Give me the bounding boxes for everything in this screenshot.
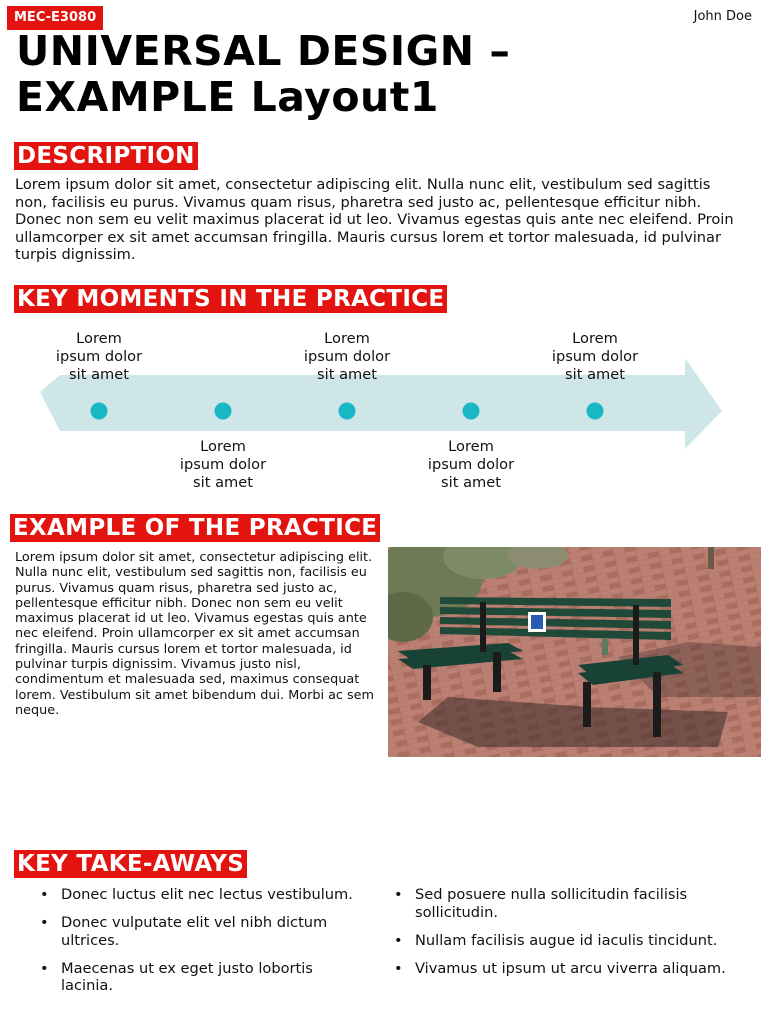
- takeaway-text: Donec luctus elit nec lectus vestibulum.: [61, 886, 353, 903]
- timeline-label-line: sit amet: [317, 365, 377, 383]
- timeline-label-5: [535, 330, 655, 383]
- bullet-icon: •: [40, 914, 49, 932]
- takeaways-list-left: [14, 886, 354, 1005]
- timeline-label-line: Lorem: [572, 330, 618, 347]
- takeaway-item: [14, 886, 354, 904]
- page-title: [16, 28, 616, 120]
- takeaway-text: Maecenas ut ex eget justo lobortis lacinia.: [61, 959, 313, 995]
- timeline-dot-3: [339, 403, 356, 420]
- takeaway-item: [368, 960, 758, 978]
- timeline-label-line: ipsum dolor: [55, 347, 143, 365]
- timeline-label-3: [287, 330, 407, 383]
- timeline-label-1: [39, 330, 159, 383]
- course-code-badge: MEC-E3080: [7, 6, 103, 30]
- takeaway-text: Vivamus ut ipsum ut arcu viverra aliquam.: [415, 959, 726, 977]
- timeline-dot-4: [463, 403, 480, 420]
- bullet-icon: •: [40, 959, 49, 977]
- timeline-label-line: Lorem: [448, 438, 494, 455]
- takeaways-list-right: [368, 886, 758, 988]
- bench-photo: [388, 547, 761, 757]
- example-text: Lorem ipsum dolor sit amet, consectetur adipiscing elit. Nulla nunc elit, vestibulum sed sagittis non, facilisis eu purus. Vivamus quam risus, pharetra sed justo ac, pellentesque efficitur nibh. Donec non sem eu velit maximus placerat id ut leo. Vivamus egestas quis ante nec eleifend. Proin ullamcorper ex sit amet accumsan fringilla. Mauris cursus lorem et tortor malesuada, id pulvinar turpis dignissim. Vivamus justo nisl, condimentum et malesuada sed, maximus consequat lorem. Vestibulum sit amet bibendum dui. Morbi ac sem neque.: [15, 550, 375, 718]
- timeline-label-line: sit amet: [69, 365, 129, 383]
- bullet-icon: •: [394, 886, 403, 903]
- bullet-icon: •: [394, 931, 403, 949]
- takeaways-heading: KEY TAKE-AWAYS: [14, 850, 247, 878]
- timeline-label-line: ipsum dolor: [551, 347, 639, 365]
- takeaway-item: [368, 932, 758, 950]
- timeline-label-line: ipsum dolor: [303, 347, 391, 365]
- timeline-label-line: Lorem: [324, 330, 370, 347]
- timeline-label-2: [163, 438, 283, 491]
- timeline-dot-1: [91, 403, 108, 420]
- takeaway-item: [14, 914, 354, 949]
- description-heading: DESCRIPTION: [14, 142, 198, 170]
- timeline-dot-5: [587, 403, 604, 420]
- timeline-label-line: sit amet: [193, 473, 253, 491]
- bullet-icon: •: [40, 886, 49, 903]
- takeaway-text: Sed posuere nulla sollicitudin facilisis sollicitudin.: [415, 886, 688, 921]
- takeaway-item: [14, 960, 354, 995]
- author-name: John Doe: [693, 9, 752, 24]
- timeline-dot-2: [215, 403, 232, 420]
- timeline-label-line: ipsum dolor: [427, 455, 515, 473]
- bench-photo-illustration: [388, 547, 761, 757]
- timeline-label-4: [411, 438, 531, 491]
- page-title-line-2: EXAMPLE Layout1: [16, 73, 439, 121]
- description-text: Lorem ipsum dolor sit amet, consectetur adipiscing elit. Nulla nunc elit, vestibulum sed sagittis non, facilisis eu purus. Vivamus quam risus, pharetra sed justo ac, pellentesque efficitur nibh. Donec non sem eu velit maximus placerat id ut leo. Vivamus egestas quis ante nec eleifend. Proin ullamcorper ex sit amet accumsan fringilla. Mauris cursus lorem et tortor malesuada, id pulvinar turpis dignissim.: [15, 176, 734, 264]
- timeline: [0, 330, 768, 500]
- takeaway-text: Donec vulputate elit vel nibh dictum ultrices.: [61, 914, 328, 949]
- timeline-label-line: ipsum dolor: [179, 455, 267, 473]
- timeline-label-line: sit amet: [441, 473, 501, 491]
- key-moments-heading: KEY MOMENTS IN THE PRACTICE: [14, 285, 447, 313]
- page-title-line-1: UNIVERSAL DESIGN –: [16, 27, 511, 75]
- timeline-label-line: Lorem: [76, 330, 122, 347]
- takeaway-item: [368, 886, 758, 921]
- bullet-icon: •: [394, 959, 403, 977]
- timeline-label-line: sit amet: [565, 365, 625, 383]
- takeaway-text: Nullam facilisis augue id iaculis tincidunt.: [415, 931, 718, 949]
- example-heading: EXAMPLE OF THE PRACTICE: [10, 514, 380, 542]
- timeline-label-line: Lorem: [200, 438, 246, 455]
